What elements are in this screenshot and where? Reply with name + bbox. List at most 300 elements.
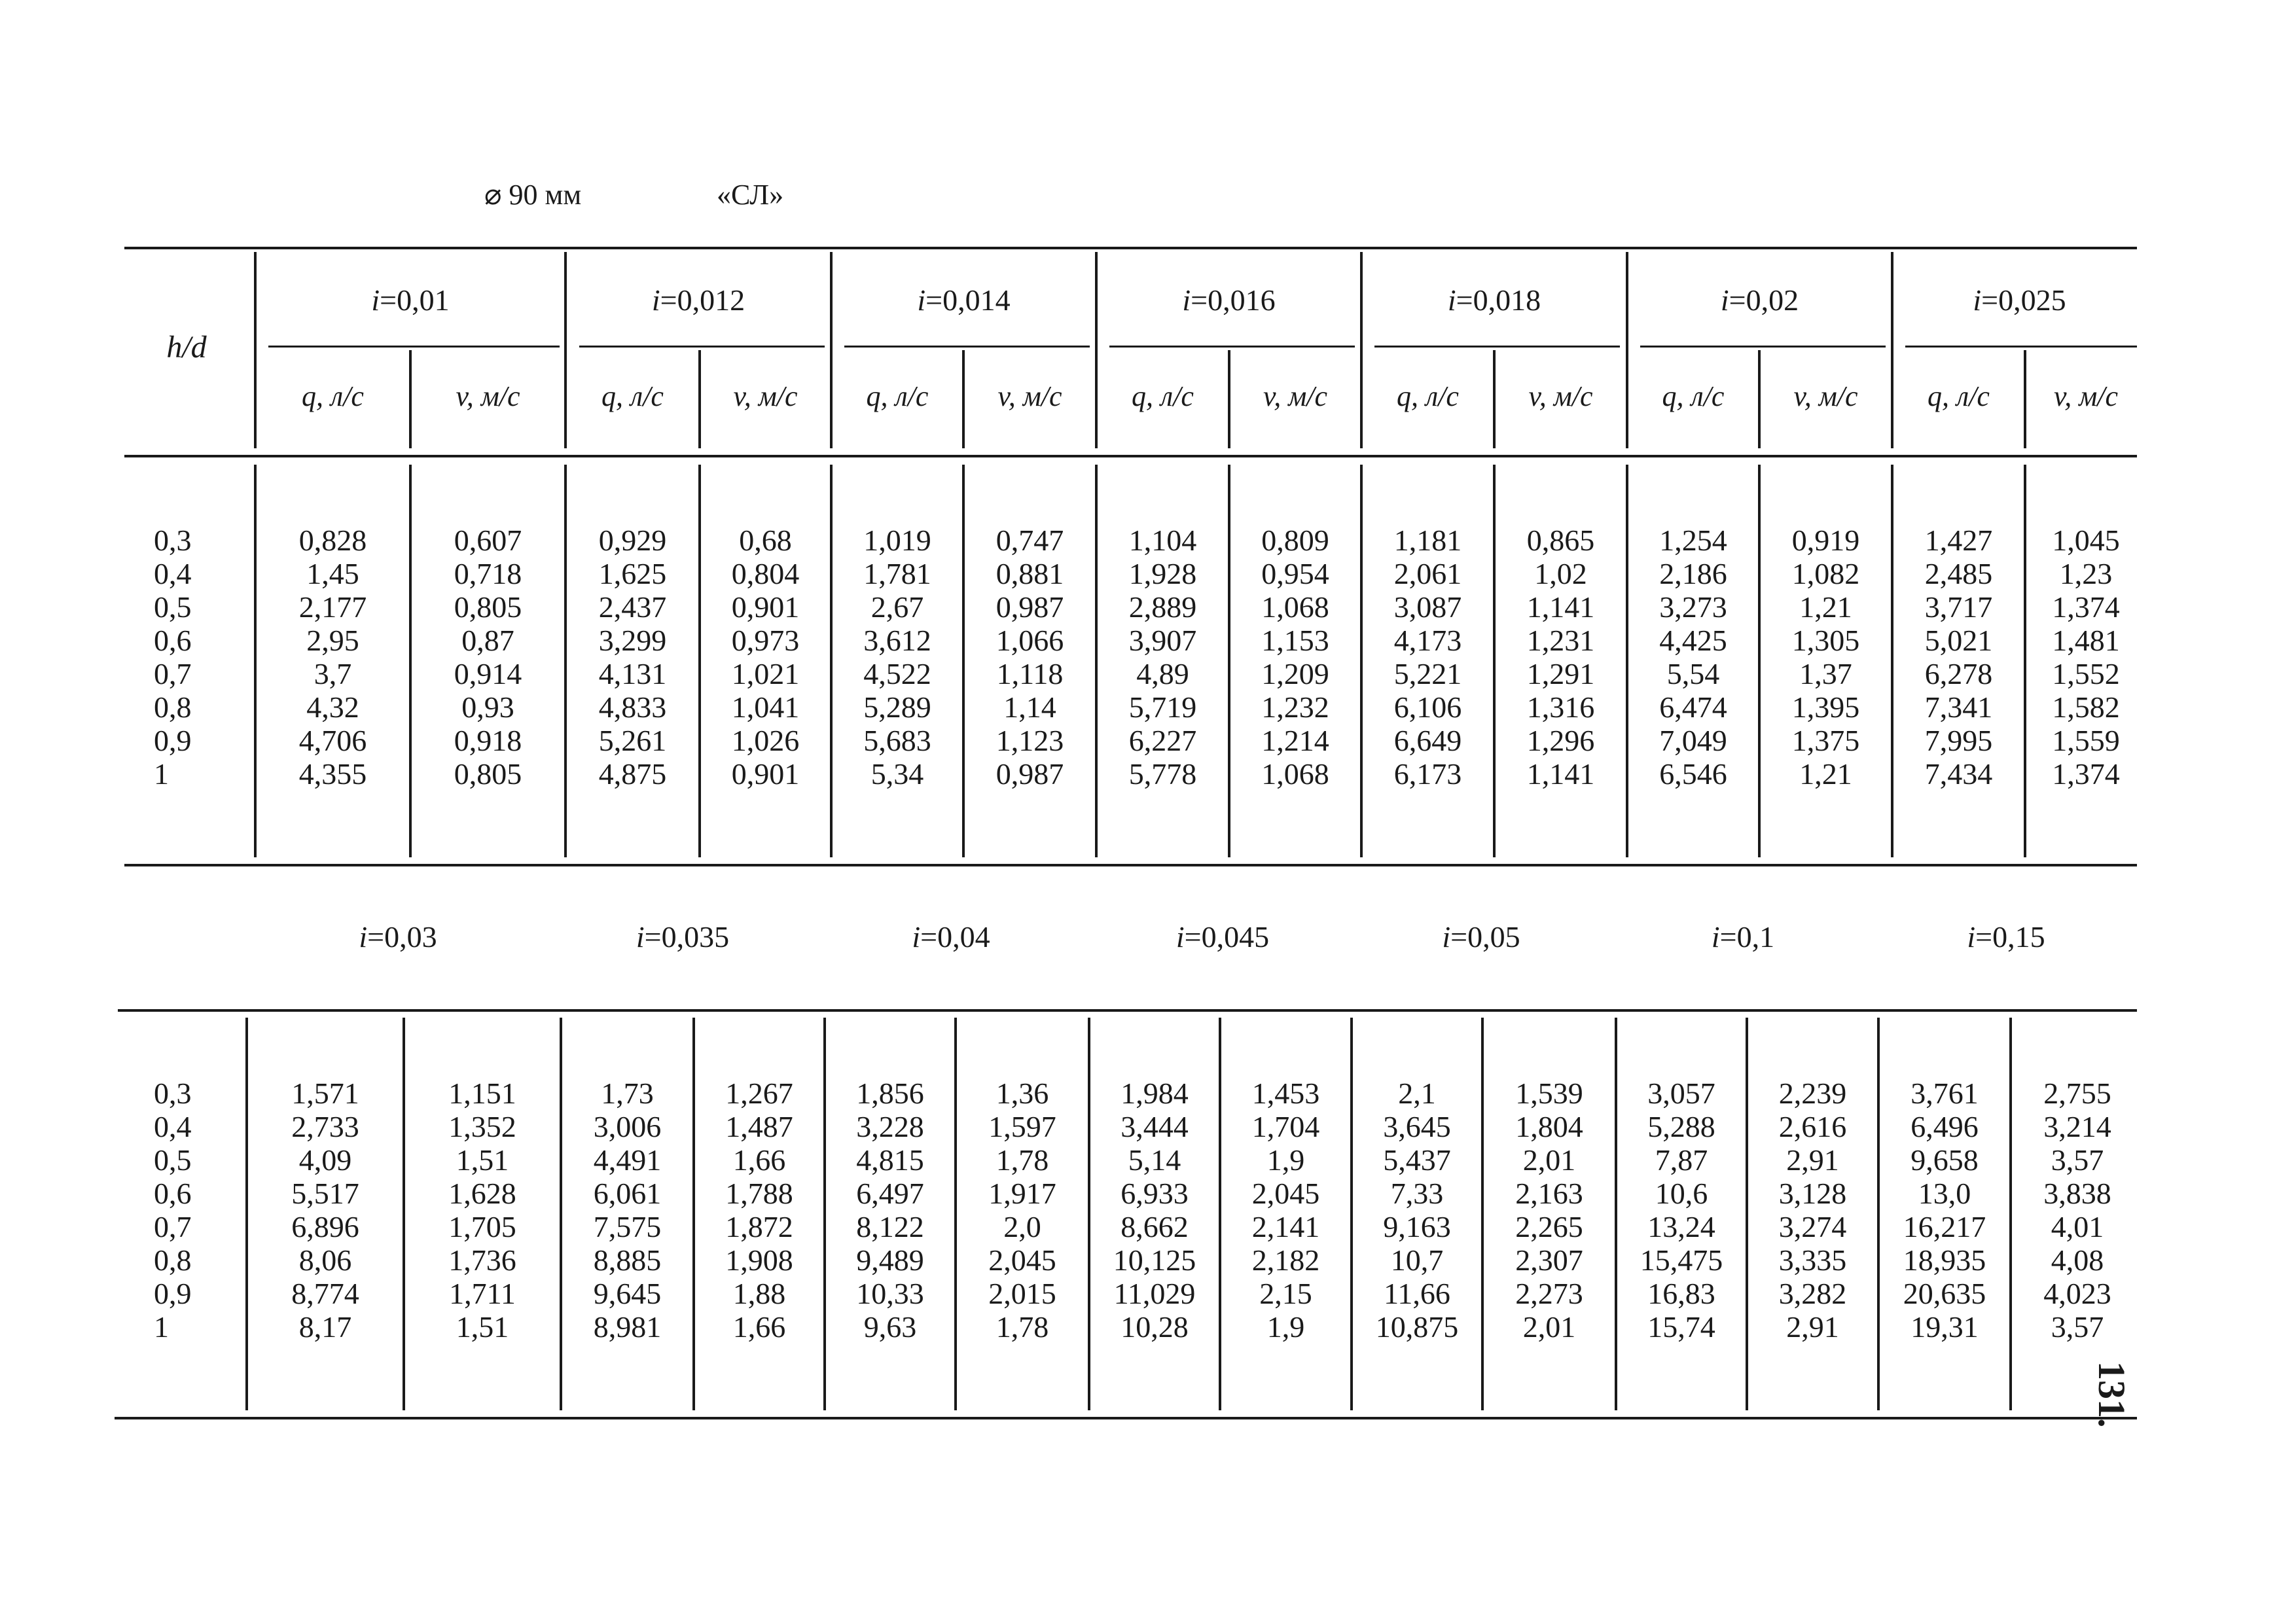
- flow-rate-column: [1098, 524, 1228, 791]
- table-cell: 3,128: [1778, 1177, 1847, 1210]
- table-cell: 2,616: [1778, 1110, 1847, 1143]
- table-cell: 0,954: [1261, 557, 1329, 590]
- table-cell: 1,908: [725, 1243, 793, 1277]
- table-cell: 10,7: [1390, 1243, 1444, 1277]
- table-cell: 6,173: [1393, 757, 1462, 791]
- table-cell: 0,5: [154, 590, 192, 624]
- table-cell: 2,01: [1522, 1310, 1576, 1344]
- table1-divider: [1360, 252, 1363, 448]
- table-cell: 1,232: [1261, 690, 1329, 724]
- table1-group-rule: [1374, 346, 1620, 348]
- table-cell: 2,01: [1522, 1143, 1576, 1177]
- velocity-subheader: v, м/с: [456, 380, 520, 412]
- table-cell: 4,355: [298, 757, 367, 791]
- table-cell: 2,273: [1515, 1277, 1583, 1310]
- table-cell: 1,181: [1393, 524, 1462, 557]
- table-cell: 1,021: [731, 657, 800, 690]
- velocity-column: [1230, 524, 1360, 791]
- slope-header: i=0,025: [1973, 283, 2066, 317]
- slope-header: i=0,014: [917, 283, 1011, 317]
- table-cell: 5,683: [863, 724, 931, 757]
- table-cell: 1,552: [2052, 657, 2120, 690]
- table-cell: 1,736: [448, 1243, 516, 1277]
- row-header-hd: h/d: [166, 330, 207, 365]
- table-cell: 6,496: [1910, 1110, 1979, 1143]
- table-cell: 1,374: [2052, 590, 2120, 624]
- table-cell: 2,163: [1515, 1177, 1583, 1210]
- table-cell: 1,305: [1791, 624, 1860, 657]
- table-cell: 2,755: [2043, 1077, 2111, 1110]
- table-cell: 0,881: [996, 557, 1064, 590]
- table-cell: 1,352: [448, 1110, 516, 1143]
- table-cell: 0,865: [1526, 524, 1595, 557]
- table-cell: 0,5: [154, 1143, 192, 1177]
- table-cell: 1,582: [2052, 690, 2120, 724]
- table-cell: 1,123: [996, 724, 1064, 757]
- table-cell: 1,019: [863, 524, 931, 557]
- table-cell: 1: [154, 757, 169, 791]
- table-cell: 2,91: [1786, 1143, 1839, 1177]
- flow-rate-column: [1363, 524, 1493, 791]
- table-cell: 6,061: [593, 1177, 662, 1210]
- table-cell: 0,987: [996, 590, 1064, 624]
- table-cell: 0,828: [298, 524, 367, 557]
- table-cell: 0,804: [731, 557, 800, 590]
- table-cell: 7,341: [1924, 690, 1993, 724]
- table-cell: 1,14: [1003, 690, 1056, 724]
- table-cell: 1,395: [1791, 690, 1860, 724]
- table-cell: 1,9: [1266, 1143, 1305, 1177]
- table-cell: 1,141: [1526, 757, 1595, 791]
- table-cell: 7,049: [1659, 724, 1727, 757]
- table-cell: 2,239: [1778, 1077, 1847, 1110]
- table-cell: 4,875: [598, 757, 667, 791]
- table-cell: 3,838: [2043, 1177, 2111, 1210]
- slope-header: i=0,03: [359, 920, 437, 954]
- table-cell: 1,559: [2052, 724, 2120, 757]
- table-cell: 1,068: [1261, 757, 1329, 791]
- table-cell: 1,928: [1128, 557, 1197, 590]
- table-cell: 7,434: [1924, 757, 1993, 791]
- velocity-column: [405, 1077, 560, 1344]
- table1-bottom-rule: [124, 864, 2137, 866]
- slope-header: i=0,1: [1711, 920, 1775, 954]
- table-cell: 4,425: [1659, 624, 1727, 657]
- table-cell: 11,029: [1113, 1277, 1196, 1310]
- table-cell: 0,9: [154, 724, 192, 757]
- table1-group-rule: [1640, 346, 1886, 348]
- table-cell: 4,815: [856, 1143, 924, 1177]
- table-cell: 1,66: [732, 1143, 786, 1177]
- flow-rate-subheader: q, л/с: [302, 380, 364, 412]
- table-cell: 1,73: [601, 1077, 654, 1110]
- table-cell: 2,045: [1251, 1177, 1320, 1210]
- flow-rate-column: [1090, 1077, 1219, 1344]
- table-cell: 1,141: [1526, 590, 1595, 624]
- table-cell: 3,645: [1383, 1110, 1451, 1143]
- table-cell: 6,649: [1393, 724, 1462, 757]
- table-cell: 0,7: [154, 657, 192, 690]
- table-cell: 1,214: [1261, 724, 1329, 757]
- velocity-column: [1221, 1077, 1350, 1344]
- table-cell: 0,3: [154, 1077, 192, 1110]
- flow-rate-column: [1880, 1077, 2009, 1344]
- table-cell: 1,711: [449, 1277, 516, 1310]
- table-cell: 0,7: [154, 1210, 192, 1243]
- table-cell: 1,37: [1799, 657, 1852, 690]
- table-cell: 3,717: [1924, 590, 1993, 624]
- table-cell: 5,021: [1924, 624, 1993, 657]
- table-cell: 1,539: [1515, 1077, 1583, 1110]
- table-cell: 0,4: [154, 1110, 192, 1143]
- table-cell: 1,856: [856, 1077, 924, 1110]
- table-cell: 1,78: [996, 1310, 1049, 1344]
- table-cell: 1,453: [1251, 1077, 1320, 1110]
- table-cell: 6,106: [1393, 690, 1462, 724]
- velocity-column: [695, 1077, 823, 1344]
- table-cell: 0,93: [461, 690, 514, 724]
- table-cell: 1,209: [1261, 657, 1329, 690]
- table-cell: 1,374: [2052, 757, 2120, 791]
- flow-rate-subheader: q, л/с: [1928, 380, 1990, 412]
- table-cell: 5,221: [1393, 657, 1462, 690]
- velocity-subheader: v, м/с: [997, 380, 1062, 412]
- table-cell: 1,427: [1924, 524, 1993, 557]
- table1-divider: [830, 252, 833, 448]
- table-cell: 0,9: [154, 1277, 192, 1310]
- flow-rate-column: [257, 524, 409, 791]
- table-cell: 2,1: [1398, 1077, 1436, 1110]
- table-cell: 0,918: [454, 724, 522, 757]
- velocity-column: [1484, 1077, 1615, 1344]
- table-cell: 4,08: [2051, 1243, 2104, 1277]
- table-cell: 5,778: [1128, 757, 1197, 791]
- table-cell: 5,289: [863, 690, 931, 724]
- velocity-column: [412, 524, 564, 791]
- table-cell: 1,804: [1515, 1110, 1583, 1143]
- table-cell: 9,489: [856, 1243, 924, 1277]
- table-cell: 0,8: [154, 1243, 192, 1277]
- table-cell: 4,522: [863, 657, 931, 690]
- table-cell: 2,045: [988, 1243, 1056, 1277]
- table-cell: 6,474: [1659, 690, 1727, 724]
- flow-rate-column: [248, 1077, 403, 1344]
- table-cell: 20,635: [1903, 1277, 1986, 1310]
- slope-header: i=0,02: [1720, 283, 1799, 317]
- table-cell: 0,987: [996, 757, 1064, 791]
- table-cell: 4,173: [1393, 624, 1462, 657]
- table-cell: 1,51: [456, 1143, 509, 1177]
- slope-header: i=0,012: [651, 283, 745, 317]
- velocity-subheader: v, м/с: [1263, 380, 1328, 412]
- table-cell: 1,254: [1659, 524, 1727, 557]
- table-cell: 2,186: [1659, 557, 1727, 590]
- table-cell: 1,291: [1526, 657, 1595, 690]
- flow-rate-column: [567, 524, 698, 791]
- table-cell: 0,914: [454, 657, 522, 690]
- table-cell: 2,182: [1251, 1243, 1320, 1277]
- table-cell: 2,0: [1003, 1210, 1041, 1243]
- table-cell: 1,316: [1526, 690, 1595, 724]
- table1-group-rule: [1109, 346, 1355, 348]
- table-cell: 2,061: [1393, 557, 1462, 590]
- velocity-subheader: v, м/с: [1528, 380, 1593, 412]
- table-cell: 8,662: [1121, 1210, 1189, 1243]
- table-cell: 2,485: [1924, 557, 1993, 590]
- table-cell: 0,929: [598, 524, 667, 557]
- table-cell: 4,131: [598, 657, 667, 690]
- table-cell: 7,87: [1655, 1143, 1708, 1177]
- velocity-column: [1496, 524, 1626, 791]
- table-cell: 3,087: [1393, 590, 1462, 624]
- velocity-subheader: v, м/с: [1793, 380, 1858, 412]
- table-cell: 0,6: [154, 1177, 192, 1210]
- table-cell: 9,645: [593, 1277, 662, 1310]
- flow-rate-column: [826, 1077, 954, 1344]
- table-cell: 5,517: [291, 1177, 359, 1210]
- table-cell: 6,497: [856, 1177, 924, 1210]
- table-cell: 3,612: [863, 624, 931, 657]
- table-cell: 0,3: [154, 524, 192, 557]
- table-cell: 2,437: [598, 590, 667, 624]
- table-cell: 1: [154, 1310, 169, 1344]
- table-cell: 2,177: [298, 590, 367, 624]
- table-cell: 0,901: [731, 757, 800, 791]
- table-cell: 3,273: [1659, 590, 1727, 624]
- flow-rate-subheader: q, л/с: [866, 380, 929, 412]
- flow-rate-subheader: q, л/с: [1397, 380, 1459, 412]
- table-cell: 0,6: [154, 624, 192, 657]
- page-number: 131.: [2090, 1361, 2133, 1428]
- velocity-subheader: v, м/с: [733, 380, 798, 412]
- table2-top-rule: [118, 1009, 2137, 1012]
- table-cell: 8,774: [291, 1277, 359, 1310]
- table-cell: 10,28: [1121, 1310, 1189, 1344]
- table1-group-rule: [268, 346, 560, 348]
- table-cell: 2,141: [1251, 1210, 1320, 1243]
- table-cell: 1,781: [863, 557, 931, 590]
- table-cell: 0,805: [454, 757, 522, 791]
- table1-divider: [564, 252, 567, 448]
- table-cell: 4,89: [1136, 657, 1189, 690]
- table-cell: 0,607: [454, 524, 522, 557]
- table-cell: 1,788: [725, 1177, 793, 1210]
- slope-header: i=0,15: [1967, 920, 2045, 954]
- table-cell: 15,475: [1640, 1243, 1723, 1277]
- flow-rate-column: [1628, 524, 1758, 791]
- table-cell: 2,67: [870, 590, 924, 624]
- flow-rate-subheader: q, л/с: [601, 380, 664, 412]
- table-cell: 0,4: [154, 557, 192, 590]
- table-cell: 8,06: [298, 1243, 352, 1277]
- slope-header: i=0,04: [912, 920, 990, 954]
- flow-rate-column: [1353, 1077, 1481, 1344]
- table-cell: 0,901: [731, 590, 800, 624]
- table-cell: 0,809: [1261, 524, 1329, 557]
- table-cell: 4,706: [298, 724, 367, 757]
- slope-header: i=0,01: [371, 283, 450, 317]
- table-cell: 16,217: [1903, 1210, 1986, 1243]
- table-cell: 1,625: [598, 557, 667, 590]
- table-cell: 1,487: [725, 1110, 793, 1143]
- table-cell: 0,805: [454, 590, 522, 624]
- table-cell: 11,66: [1384, 1277, 1450, 1310]
- table-cell: 3,282: [1778, 1277, 1847, 1310]
- table-cell: 5,437: [1383, 1143, 1451, 1177]
- flow-rate-column: [1893, 524, 2024, 791]
- row-labels: [154, 1077, 239, 1344]
- table-cell: 1,597: [988, 1110, 1056, 1143]
- table-cell: 1,23: [2059, 557, 2113, 590]
- table-cell: 10,33: [856, 1277, 924, 1310]
- velocity-subheader: v, м/с: [2053, 380, 2119, 412]
- flow-rate-column: [562, 1077, 692, 1344]
- table-cell: 3,274: [1778, 1210, 1847, 1243]
- flow-rate-subheader: q, л/с: [1132, 380, 1194, 412]
- table-cell: 1,231: [1526, 624, 1595, 657]
- table-cell: 5,14: [1128, 1143, 1181, 1177]
- table-cell: 0,718: [454, 557, 522, 590]
- table-cell: 2,307: [1515, 1243, 1583, 1277]
- velocity-column: [1748, 1077, 1877, 1344]
- slope-header: i=0,045: [1175, 920, 1270, 954]
- table-cell: 3,907: [1128, 624, 1197, 657]
- table-cell: 5,34: [870, 757, 924, 791]
- table-cell: 3,057: [1647, 1077, 1715, 1110]
- velocity-column: [1761, 524, 1891, 791]
- table-cell: 6,546: [1659, 757, 1727, 791]
- table-cell: 3,57: [2051, 1310, 2104, 1344]
- table-cell: 8,17: [298, 1310, 352, 1344]
- row-labels: [154, 524, 245, 791]
- table1-group-rule: [1905, 346, 2137, 348]
- table-cell: 2,733: [291, 1110, 359, 1143]
- table-cell: 1,118: [996, 657, 1064, 690]
- table-cell: 4,023: [2043, 1277, 2111, 1310]
- table-cell: 3,228: [856, 1110, 924, 1143]
- table-cell: 0,919: [1791, 524, 1860, 557]
- table-cell: 1,51: [456, 1310, 509, 1344]
- table-cell: 5,261: [598, 724, 667, 757]
- table-cell: 6,278: [1924, 657, 1993, 690]
- table-cell: 1,481: [2052, 624, 2120, 657]
- table-cell: 1,9: [1266, 1310, 1305, 1344]
- velocity-column: [701, 524, 830, 791]
- table-cell: 8,981: [593, 1310, 662, 1344]
- table-cell: 4,09: [298, 1143, 352, 1177]
- table-cell: 10,6: [1655, 1177, 1708, 1210]
- table-cell: 1,151: [448, 1077, 516, 1110]
- table-cell: 1,21: [1799, 590, 1852, 624]
- slope-header: i=0,05: [1442, 920, 1520, 954]
- table2-bottom-rule: [115, 1417, 2137, 1419]
- table-cell: 1,104: [1128, 524, 1197, 557]
- table-cell: 4,491: [593, 1143, 662, 1177]
- table-cell: 1,78: [996, 1143, 1049, 1177]
- pipe-diameter-caption: ⌀ 90 мм: [484, 179, 582, 211]
- table-cell: 4,01: [2051, 1210, 2104, 1243]
- slope-header: i=0,016: [1182, 283, 1276, 317]
- velocity-column: [957, 1077, 1088, 1344]
- table-cell: 1,66: [732, 1310, 786, 1344]
- table-cell: 3,214: [2043, 1110, 2111, 1143]
- slope-header: i=0,035: [636, 920, 730, 954]
- table-cell: 1,026: [731, 724, 800, 757]
- table-cell: 1,45: [306, 557, 359, 590]
- table-cell: 1,045: [2052, 524, 2120, 557]
- table-cell: 0,8: [154, 690, 192, 724]
- flow-rate-subheader: q, л/с: [1662, 380, 1725, 412]
- table-cell: 4,32: [306, 690, 359, 724]
- table-cell: 1,36: [996, 1077, 1049, 1110]
- velocity-column: [2026, 524, 2145, 791]
- table-cell: 3,335: [1778, 1243, 1847, 1277]
- table-cell: 0,68: [739, 524, 792, 557]
- table-cell: 10,875: [1375, 1310, 1459, 1344]
- table-cell: 5,288: [1647, 1110, 1715, 1143]
- table1-divider: [1626, 252, 1628, 448]
- table-cell: 5,54: [1666, 657, 1720, 690]
- table-cell: 1,296: [1526, 724, 1595, 757]
- table1-top-rule: [124, 247, 2137, 249]
- table-cell: 2,95: [306, 624, 359, 657]
- table-cell: 16,83: [1647, 1277, 1715, 1310]
- table-cell: 3,57: [2051, 1143, 2104, 1177]
- table-cell: 8,885: [593, 1243, 662, 1277]
- table-cell: 1,88: [732, 1277, 786, 1310]
- table-cell: 2,265: [1515, 1210, 1583, 1243]
- pipe-type-caption: «СЛ»: [717, 179, 784, 211]
- table-cell: 19,31: [1910, 1310, 1979, 1344]
- table-cell: 6,933: [1121, 1177, 1189, 1210]
- table-cell: 15,74: [1647, 1310, 1715, 1344]
- table-cell: 1,066: [996, 624, 1064, 657]
- table-cell: 1,872: [725, 1210, 793, 1243]
- table-cell: 1,375: [1791, 724, 1860, 757]
- velocity-column: [965, 524, 1095, 791]
- table-cell: 9,658: [1910, 1143, 1979, 1177]
- table-cell: 7,575: [593, 1210, 662, 1243]
- table-cell: 1,984: [1121, 1077, 1189, 1110]
- table-cell: 1,917: [988, 1177, 1056, 1210]
- flow-rate-column: [833, 524, 962, 791]
- table-cell: 9,163: [1383, 1210, 1451, 1243]
- table-cell: 1,628: [448, 1177, 516, 1210]
- table-cell: 1,082: [1791, 557, 1860, 590]
- table-cell: 1,704: [1251, 1110, 1320, 1143]
- table1-header-rule: [124, 455, 2137, 457]
- table-cell: 7,33: [1390, 1177, 1444, 1210]
- table-cell: 6,227: [1128, 724, 1197, 757]
- table-cell: 1,068: [1261, 590, 1329, 624]
- flow-rate-column: [1617, 1077, 1746, 1344]
- slope-header: i=0,018: [1447, 283, 1541, 317]
- table1-divider: [1891, 252, 1893, 448]
- table-cell: 4,833: [598, 690, 667, 724]
- table-cell: 0,973: [731, 624, 800, 657]
- table-cell: 3,7: [314, 657, 352, 690]
- table-cell: 13,24: [1647, 1210, 1715, 1243]
- table-cell: 6,896: [291, 1210, 359, 1243]
- table-cell: 18,935: [1903, 1243, 1986, 1277]
- table-cell: 3,006: [593, 1110, 662, 1143]
- table-cell: 2,91: [1786, 1310, 1839, 1344]
- table-cell: 13,0: [1918, 1177, 1971, 1210]
- table-cell: 1,041: [731, 690, 800, 724]
- table-cell: 2,889: [1128, 590, 1197, 624]
- table1-divider: [1095, 252, 1098, 448]
- table1-group-rule: [579, 346, 825, 348]
